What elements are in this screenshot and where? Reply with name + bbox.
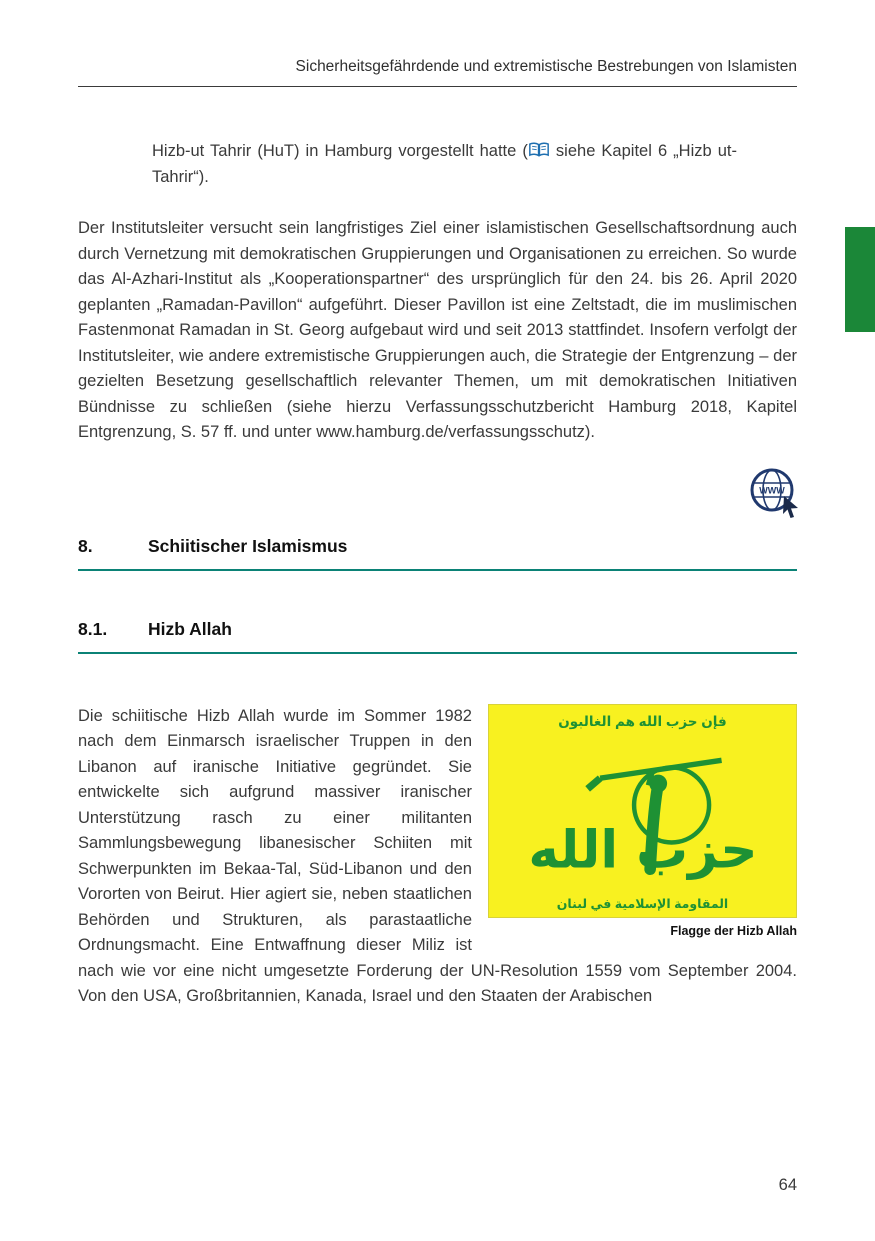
page-number: 64	[778, 1176, 797, 1194]
intro-text-after: siehe Kapitel 6 „Hizb ut-Tahrir“).	[152, 142, 737, 186]
book-reference-icon	[528, 141, 550, 157]
subsection-title: Hizb Allah	[148, 618, 232, 639]
hizb-allah-logo	[495, 730, 790, 896]
flag-bottom-arabic-text: المقاومة الإسلامية في لبنان	[556, 896, 729, 911]
chapter-edge-tab	[845, 227, 875, 332]
subsection-number: 8.1.	[78, 618, 108, 639]
section-heading-8-1	[78, 619, 797, 654]
flag-top-arabic-text: فإن حزب الله هم الغالبون	[558, 713, 727, 729]
www-globe-icon	[748, 466, 802, 520]
hizb-allah-flag-figure	[488, 704, 797, 938]
hizb-allah-section	[78, 704, 797, 1010]
flag-caption: Flagge der Hizb Allah	[670, 923, 797, 938]
section-number: 8.	[78, 535, 93, 556]
paragraph-hizb-allah: Die schiitische Hizb Allah wurde im Sommer 1982 nach dem Einmarsch israelischer Truppen in den Libanon auf iranische Initiative gegründet. Sie entwickelte sich aufgrund massiver iranischer Unterstützung rasch zu einer militanten Sammlungsbewegung libanesischer Schiiten mit Schwerpunkten im Bekaa-Tal, Süd-Libanon und den Vororten von Beirut. Hier agiert sie, neben staatlichen Behörden und Strukturen, als parastaatliche Ordnungsmacht. Eine Entwaffnung dieser Miliz ist nach wie vor eine nicht umgesetzte Forderung der UN-Resolution 1559 vom September 2004. Von den USA, Großbritannien, Kanada, Israel und den Staaten der Arabischen	[78, 706, 797, 1005]
flag-center-calligraphy: حزب الله	[527, 819, 758, 880]
section-title: Schiitischer Islamismus	[148, 535, 348, 556]
svg-text:WWW: WWW	[759, 485, 785, 496]
intro-text-before: Hizb-ut Tahrir (HuT) in Hamburg vorgestellt hatte (	[152, 142, 528, 160]
running-header: Sicherheitsgefährdende und extremistische Bestrebungen von Islamisten	[78, 0, 797, 87]
hizb-allah-flag-image	[488, 704, 797, 918]
paragraph-institutsleiter: Der Institutsleiter versucht sein langfristiges Ziel einer islamistischen Gesellschaftsordnung auch durch Vernetzung mit demokratischen Gruppierungen und Organisationen zu erreichen. So wurde das Al-Azhari-Institut als „Kooperationspartner“ des ursprünglich für den 24. bis 26. April 2020 geplanten „Ramadan-Pavillon“ aufgeführt. Dieser Pavillon ist eine Zeltstadt, die im muslimischen Fastenmonat Ramadan in St. Georg aufgebaut wird und seit 2013 stattfindet. Insofern verfolgt der Institutsleiter, wie andere extremistische Gruppierungen auch, die Strategie der Entgrenzung – der gezielten Besetzung gesellschaftlich relevanter Themen, um mit demokratischen Initiativen Bündnisse zu schließen (siehe hierzu Verfassungsschutzbericht Hamburg 2018, Kapitel Entgrenzung, S. 57 ff. und unter www.hamburg.de/verfassungsschutz).	[78, 219, 797, 441]
intro-paragraph	[152, 139, 737, 190]
section-heading-8	[78, 536, 797, 571]
